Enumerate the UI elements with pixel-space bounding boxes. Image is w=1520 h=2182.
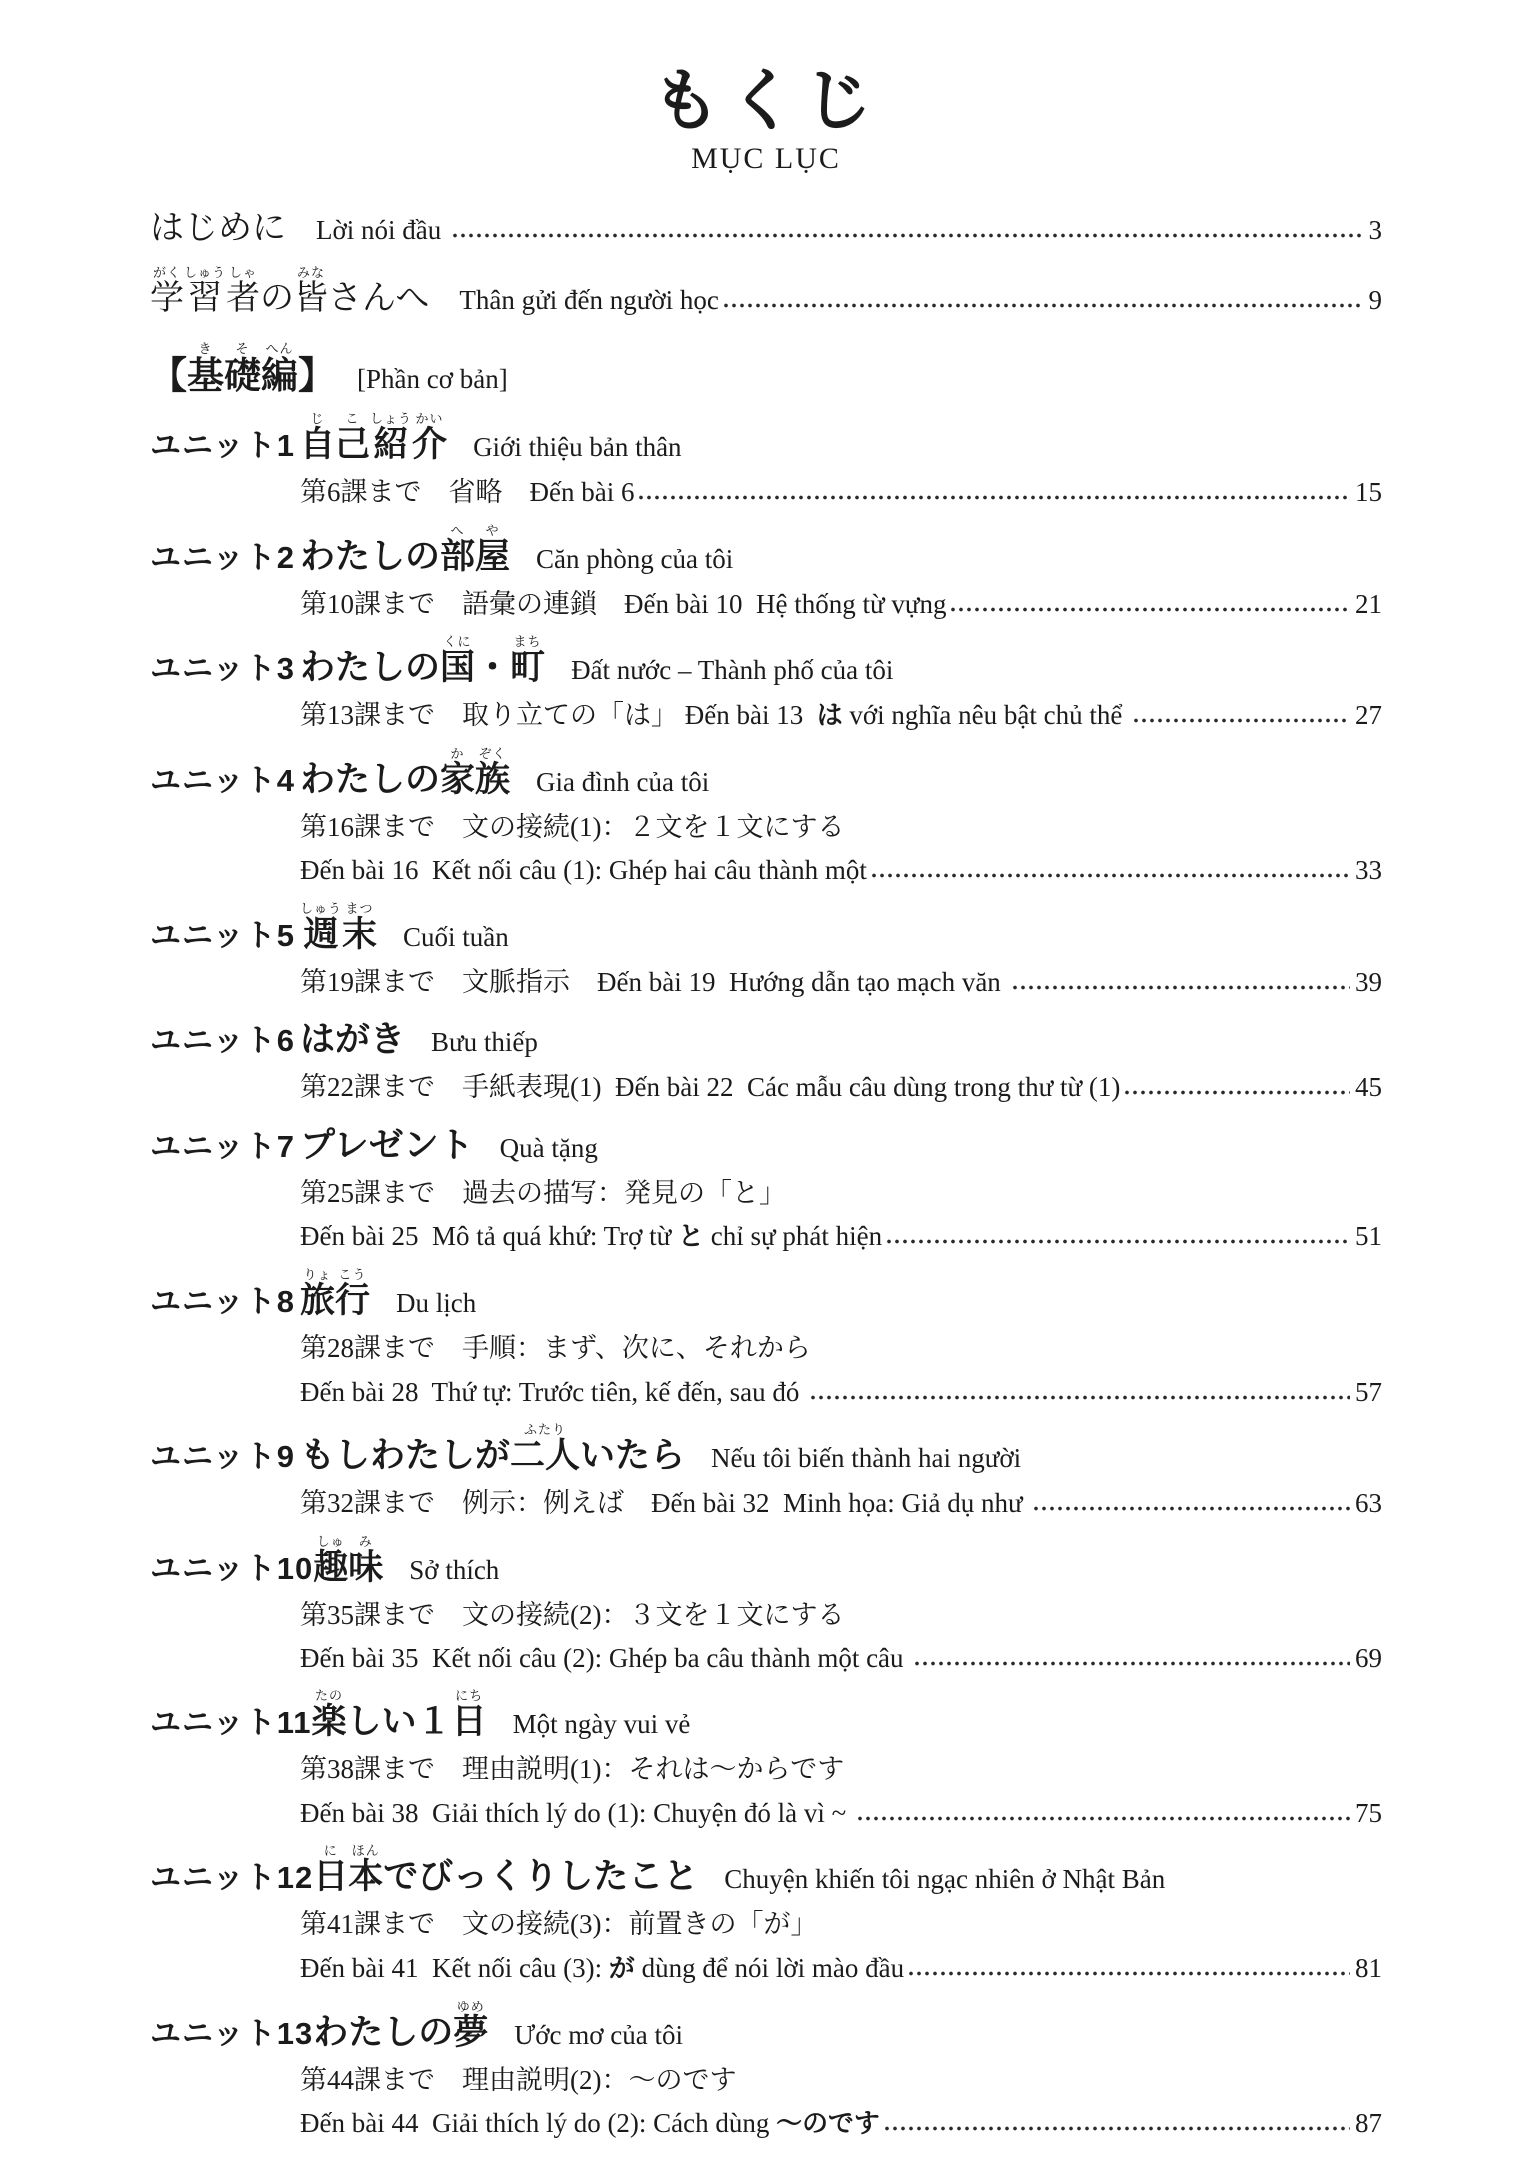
furigana-ruby: 家か: [440, 746, 476, 800]
text-segment: 】: [298, 355, 335, 397]
unit-head-row: [150, 1688, 1382, 1744]
unit-lines: [300, 586, 1382, 622]
dot-leader: [885, 1238, 1350, 1245]
page-number: 57: [1355, 1376, 1382, 1407]
text-segment: 第35課まで 文の接続(2)：３文を１文にする: [300, 1599, 845, 1630]
furigana-ruby: 日にち: [451, 1688, 487, 1742]
jp-emphasis-text: は: [816, 702, 843, 731]
furigana-ruby: 末まつ: [342, 900, 378, 954]
furigana-ruby: 編へん: [261, 341, 298, 397]
furigana-ruby: 本ほん: [348, 1843, 384, 1897]
unit-title-japanese: [300, 1118, 474, 1168]
furigana-ruby: 皆みな: [294, 265, 328, 318]
unit-title-japanese: [300, 634, 545, 690]
furigana-ruby: 楽たの: [311, 1688, 347, 1742]
dot-leader: [883, 2125, 1350, 2132]
text-segment: わたしの: [300, 760, 441, 800]
unit-label: ユニット2: [150, 539, 296, 575]
unit-entry: [150, 523, 1382, 622]
dot-leader: [856, 1815, 1350, 1822]
section-title-vietnamese: [Phần cơ bản]: [357, 364, 508, 395]
toc-line-text: [300, 1640, 910, 1676]
unit-subtitle-vietnamese: Một ngày vui vẻ: [512, 1709, 691, 1740]
furigana-ruby: 味み: [348, 1533, 384, 1587]
text-segment: 第6課まで 省略 Đến bài 6: [300, 477, 635, 508]
furigana-reading: か: [440, 746, 476, 762]
furigana-ruby: 自じ: [300, 411, 336, 465]
page-number: 75: [1355, 1797, 1382, 1828]
unit-head-row: [150, 634, 1382, 690]
text-segment: プレゼント: [300, 1125, 474, 1165]
page-number: 9: [1368, 285, 1382, 316]
toc-line: [300, 1175, 1382, 1211]
unit-head-row: [150, 1118, 1382, 1168]
jp-emphasis-text: と: [678, 1223, 704, 1252]
toc-line: [300, 1485, 1382, 1521]
unit-lines: [300, 2062, 1382, 2142]
front-matter-japanese: [150, 200, 286, 249]
toc-line-text: [300, 2105, 880, 2142]
unit-label: ユニット13: [150, 2015, 314, 2051]
furigana-ruby: 国くに: [440, 634, 476, 688]
furigana-ruby: 週しゅう: [300, 900, 343, 954]
toc-line: [300, 474, 1382, 510]
furigana-ruby: 町まち: [510, 634, 546, 688]
text-segment: さんへ: [328, 279, 430, 318]
unit-entry: [150, 634, 1382, 734]
text-segment: 第19課まで 文脈指示 Đến bài 19 Hướng dẫn tạo mạch văn: [300, 966, 1008, 997]
toc-line: [300, 1950, 1382, 1987]
unit-head-row: [150, 901, 1382, 957]
unit-title-japanese: [300, 1267, 370, 1323]
furigana-ruby: 習しゅう: [184, 265, 227, 318]
unit-subtitle-vietnamese: Du lịch: [396, 1288, 477, 1319]
toc-line-text: [300, 1795, 853, 1831]
unit-lines: [300, 1175, 1382, 1255]
toc-line: [300, 852, 1382, 888]
unit-entry: [150, 1688, 1382, 1831]
page-number: 21: [1355, 588, 1382, 619]
unit-title-japanese: [300, 901, 377, 957]
text-segment: の: [260, 279, 294, 318]
text-segment: 第25課まで 過去の描写：発見の「と」: [300, 1177, 786, 1208]
furigana-reading: へん: [261, 341, 298, 357]
unit-label: ユニット12: [150, 1860, 314, 1896]
section-header: [150, 341, 1382, 399]
unit-label: ユニット7: [150, 1128, 296, 1164]
text-segment: chỉ sự phát hiện: [703, 1221, 883, 1252]
text-segment: 【: [150, 355, 187, 397]
unit-subtitle-vietnamese: Căn phòng của tôi: [536, 543, 734, 574]
unit-title-japanese: [300, 523, 510, 579]
unit-lines: [300, 474, 1382, 510]
furigana-reading: み: [348, 1533, 384, 1549]
furigana-reading: しゃ: [226, 265, 260, 281]
text-segment: はじめに: [150, 209, 286, 248]
text-segment: もしわたしが: [300, 1436, 511, 1476]
furigana-reading: かい: [412, 411, 448, 427]
text-segment: 第13課まで 取り立ての「は」 Đến bài 13: [300, 700, 817, 731]
dot-leader: [1032, 1505, 1350, 1512]
front-matter-vietnamese: Lời nói đầu: [316, 215, 449, 246]
unit-label: ユニット8: [150, 1284, 296, 1320]
unit-title-japanese: [313, 1999, 488, 2055]
unit-label: ユニット6: [150, 1023, 296, 1059]
furigana-ruby: 屋や: [475, 522, 511, 576]
toc-line-text: [300, 1751, 844, 1787]
furigana-reading: にち: [451, 1688, 487, 1704]
front-matter-row: [150, 265, 1382, 319]
unit-title-japanese: [300, 1422, 685, 1478]
unit-lines: [300, 1751, 1382, 1831]
unit-head-row: [150, 1843, 1382, 1899]
toc-line-text: [300, 1330, 811, 1366]
unit-entry: [150, 1843, 1382, 1986]
furigana-reading: や: [475, 522, 511, 538]
furigana-ruby: 紹しょう: [370, 411, 413, 465]
furigana-reading: しょう: [370, 411, 413, 427]
unit-title-japanese: [313, 1843, 698, 1899]
furigana-ruby: 旅りょ: [300, 1267, 336, 1321]
section-title-japanese: [150, 341, 335, 399]
text-segment: 第38課まで 理由説明(1)：それは～からです: [300, 1754, 845, 1785]
furigana-ruby: 日に: [313, 1843, 349, 1897]
toc-line-text: [300, 1175, 786, 1211]
unit-head-row: [150, 523, 1382, 579]
furigana-reading: じ: [300, 411, 336, 427]
toc-line: [300, 1906, 1382, 1942]
unit-subtitle-vietnamese: Nếu tôi biến thành hai người: [711, 1443, 1022, 1474]
unit-lines: [300, 809, 1382, 889]
dot-leader: [870, 872, 1350, 879]
front-matter-japanese: [150, 265, 429, 319]
toc-line: [300, 1597, 1382, 1633]
text-segment: はがき: [300, 1020, 406, 1060]
unit-entry: [150, 746, 1382, 889]
furigana-ruby: 部へ: [440, 522, 476, 576]
furigana-reading: ゆめ: [453, 1998, 489, 2014]
text-segment: しい１: [346, 1702, 452, 1742]
toc-line-text: [300, 852, 867, 888]
toc-line-text: [300, 1069, 1120, 1105]
text-segment: Đến bài 16 Kết nối câu (1): Ghép hai câu thành một: [300, 855, 867, 886]
furigana-reading: き: [187, 341, 224, 357]
toc-line: [300, 1374, 1382, 1410]
text-segment: dùng để nói lời mào đầu: [634, 1952, 905, 1983]
toc-line: [300, 586, 1382, 622]
page-number: 39: [1355, 966, 1382, 997]
unit-head-row: [150, 1422, 1382, 1478]
toc-line: [300, 1069, 1382, 1105]
unit-subtitle-vietnamese: Quà tặng: [499, 1132, 598, 1163]
unit-subtitle-vietnamese: Giới thiệu bản thân: [473, 432, 682, 463]
unit-entry: [150, 1534, 1382, 1677]
text-segment: わたしの: [300, 648, 441, 688]
unit-subtitle-vietnamese: Sở thích: [409, 1554, 500, 1585]
page-number: 33: [1355, 855, 1382, 886]
furigana-reading: ぞく: [475, 746, 511, 762]
toc-line: [300, 1751, 1382, 1787]
unit-label: ユニット10: [150, 1550, 314, 1586]
unit-entry: [150, 411, 1382, 510]
unit-head-row: [150, 1267, 1382, 1323]
furigana-reading: こ: [335, 411, 371, 427]
text-segment: 第10課まで 語彙の連鎖 Đến bài 10 Hệ thống từ vựng: [300, 588, 947, 619]
page-number: 3: [1368, 215, 1382, 246]
furigana-ruby: 基き: [187, 341, 224, 397]
front-matter-list: [150, 200, 1382, 319]
dot-leader: [907, 1970, 1350, 1977]
dot-leader: [913, 1660, 1350, 1667]
dot-leader: [949, 606, 1350, 613]
unit-head-row: [150, 1012, 1382, 1062]
page-number: 63: [1355, 1488, 1382, 1519]
unit-title-japanese: [300, 1012, 405, 1062]
toc-line: [300, 964, 1382, 1000]
furigana-reading: しゅう: [184, 265, 227, 281]
unit-lines: [300, 1597, 1382, 1677]
unit-lines: [300, 1906, 1382, 1986]
unit-title-japanese: [312, 1688, 487, 1744]
unit-label: ユニット11: [150, 1705, 312, 1741]
unit-lines: [300, 1330, 1382, 1410]
toc-line: [300, 1640, 1382, 1676]
page-number: 27: [1355, 700, 1382, 731]
furigana-reading: たの: [311, 1688, 347, 1704]
text-segment: 第32課まで 例示：例えば Đến bài 32 Minh họa: Giả dụ như: [300, 1488, 1030, 1519]
text-segment: いたら: [580, 1436, 686, 1476]
furigana-reading: しゅ: [313, 1533, 349, 1549]
toc-line: [300, 1218, 1382, 1255]
section-header-row: [150, 341, 1382, 399]
furigana-reading: がく: [150, 265, 184, 281]
toc-line-text: [300, 586, 946, 622]
unit-head-row: [150, 746, 1382, 802]
toc-line-text: [300, 1374, 806, 1410]
jp-emphasis-text: が: [608, 1954, 635, 1983]
unit-title-japanese: [300, 411, 447, 467]
unit-lines: [300, 1485, 1382, 1521]
toc-line: [300, 697, 1382, 734]
toc-line-text: [300, 697, 1129, 734]
unit-label: ユニット3: [150, 651, 296, 687]
toc-line-text: [300, 474, 634, 510]
furigana-reading: みな: [294, 265, 328, 281]
dot-leader: [722, 302, 1364, 309]
toc-line-text: [300, 1218, 882, 1255]
dot-leader: [809, 1394, 1350, 1401]
furigana-reading: まち: [510, 634, 546, 650]
text-segment: 第22課まで 手紙表現(1) Đến bài 22 Các mẫu câu dùng trong thư từ (1): [300, 1072, 1121, 1103]
furigana-ruby: 行こう: [335, 1267, 371, 1321]
text-segment: Đến bài 44 Giải thích lý do (2): Cách dùng: [300, 2108, 777, 2139]
page-number: 87: [1355, 2108, 1382, 2139]
furigana-ruby: 学がく: [150, 265, 184, 318]
toc-line: [300, 2062, 1382, 2098]
dot-leader: [451, 232, 1363, 239]
toc-line-text: [300, 1906, 817, 1942]
unit-head-row: [150, 1534, 1382, 1590]
text-segment: 第16課まで 文の接続(1)：２文を１文にする: [300, 812, 845, 843]
unit-entry: [150, 901, 1382, 1000]
toc-line-text: [300, 1485, 1029, 1521]
dot-leader: [1123, 1089, 1350, 1096]
text-segment: 第44課まで 理由説明(2)：～のです: [300, 2064, 737, 2095]
furigana-reading: くに: [440, 634, 476, 650]
text-segment: Đến bài 38 Giải thích lý do (1): Chuyện đó là vì ~: [300, 1797, 854, 1828]
unit-head-row: [150, 1999, 1382, 2055]
unit-label: ユニット4: [150, 763, 296, 799]
text-segment: わたしの: [300, 536, 441, 576]
toc-line: [300, 1330, 1382, 1366]
furigana-reading: まつ: [342, 900, 378, 916]
toc-line: [300, 1795, 1382, 1831]
unit-lines: [300, 964, 1382, 1000]
furigana-reading: ふたり: [510, 1422, 581, 1438]
page-title-japanese: もくじ: [651, 63, 880, 139]
unit-entry: [150, 1999, 1382, 2142]
front-matter-vietnamese: Thân gửi đến người học: [459, 285, 719, 316]
furigana-reading: へ: [440, 522, 476, 538]
text-segment: 第28課まで 手順：まず、次に、それから: [300, 1333, 811, 1364]
unit-subtitle-vietnamese: Ước mơ của tôi: [514, 2019, 683, 2050]
unit-entry: [150, 1118, 1382, 1255]
unit-head-row: [150, 411, 1382, 467]
jp-emphasis-text: ～のです: [776, 2110, 880, 2139]
furigana-ruby: 二人ふたり: [510, 1422, 581, 1476]
unit-title-japanese: [313, 1534, 383, 1590]
unit-lines: [300, 1069, 1382, 1105]
text-segment: Đến bài 35 Kết nối câu (2): Ghép ba câu thành một câu: [300, 1642, 911, 1673]
text-segment: với nghĩa nêu bật chủ thể: [842, 700, 1130, 731]
furigana-ruby: 己こ: [335, 411, 371, 465]
unit-entry: [150, 1422, 1382, 1521]
furigana-reading: こう: [335, 1267, 371, 1283]
furigana-reading: しゅう: [300, 900, 343, 916]
unit-label: ユニット1: [150, 428, 296, 464]
toc-line-text: [300, 1950, 904, 1987]
page-number: 45: [1355, 1072, 1382, 1103]
furigana-ruby: 夢ゆめ: [453, 1998, 489, 2052]
furigana-ruby: 者しゃ: [226, 265, 260, 318]
text-segment: わたしの: [313, 2012, 454, 2052]
toc-line-text: [300, 809, 844, 845]
unit-subtitle-vietnamese: Đất nước – Thành phố của tôi: [571, 655, 894, 686]
front-matter-row: [150, 200, 1382, 249]
text-segment: Đến bài 41 Kết nối câu (3):: [300, 1952, 609, 1983]
furigana-ruby: 礎そ: [224, 341, 261, 397]
toc-line: [300, 2105, 1382, 2142]
unit-subtitle-vietnamese: Chuyện khiến tôi ngạc nhiên ở Nhật Bản: [724, 1864, 1166, 1895]
text-segment: Đến bài 28 Thứ tự: Trước tiên, kế đến, sau đó: [300, 1376, 807, 1407]
furigana-ruby: 介かい: [412, 411, 448, 465]
dot-leader: [637, 494, 1350, 501]
unit-subtitle-vietnamese: Gia đình của tôi: [536, 767, 710, 798]
toc-line-text: [300, 1597, 844, 1633]
page-number: 69: [1355, 1642, 1382, 1673]
furigana-ruby: 趣しゅ: [313, 1533, 349, 1587]
page-number: 51: [1355, 1221, 1382, 1252]
unit-title-japanese: [300, 746, 510, 802]
furigana-reading: ほん: [348, 1843, 384, 1859]
page-number: 15: [1355, 477, 1382, 508]
unit-list: [150, 411, 1382, 2142]
toc-line-text: [300, 2062, 736, 2098]
furigana-reading: に: [313, 1843, 349, 1859]
text-segment: ・: [475, 648, 511, 688]
unit-label: ユニット9: [150, 1439, 296, 1475]
dot-leader: [1132, 717, 1350, 724]
toc-line: [300, 809, 1382, 845]
unit-lines: [300, 697, 1382, 734]
unit-subtitle-vietnamese: Cuối tuần: [403, 921, 509, 952]
unit-entry: [150, 1012, 1382, 1105]
furigana-ruby: 族ぞく: [475, 746, 511, 800]
text-segment: Đến bài 25 Mô tả quá khứ: Trợ từ: [300, 1221, 679, 1252]
dot-leader: [1011, 984, 1350, 991]
unit-entry: [150, 1267, 1382, 1410]
page-title-vietnamese: MỤC LỤC: [691, 142, 841, 176]
unit-label: ユニット5: [150, 917, 296, 953]
text-segment: でびっくりしたこと: [383, 1857, 699, 1897]
text-segment: 第41課まで 文の接続(3)：前置きの「が」: [300, 1909, 818, 1940]
furigana-reading: そ: [224, 341, 261, 357]
unit-subtitle-vietnamese: Bưu thiếp: [431, 1027, 538, 1058]
furigana-reading: りょ: [300, 1267, 336, 1283]
page-number: 81: [1355, 1952, 1382, 1983]
toc-line-text: [300, 964, 1008, 1000]
